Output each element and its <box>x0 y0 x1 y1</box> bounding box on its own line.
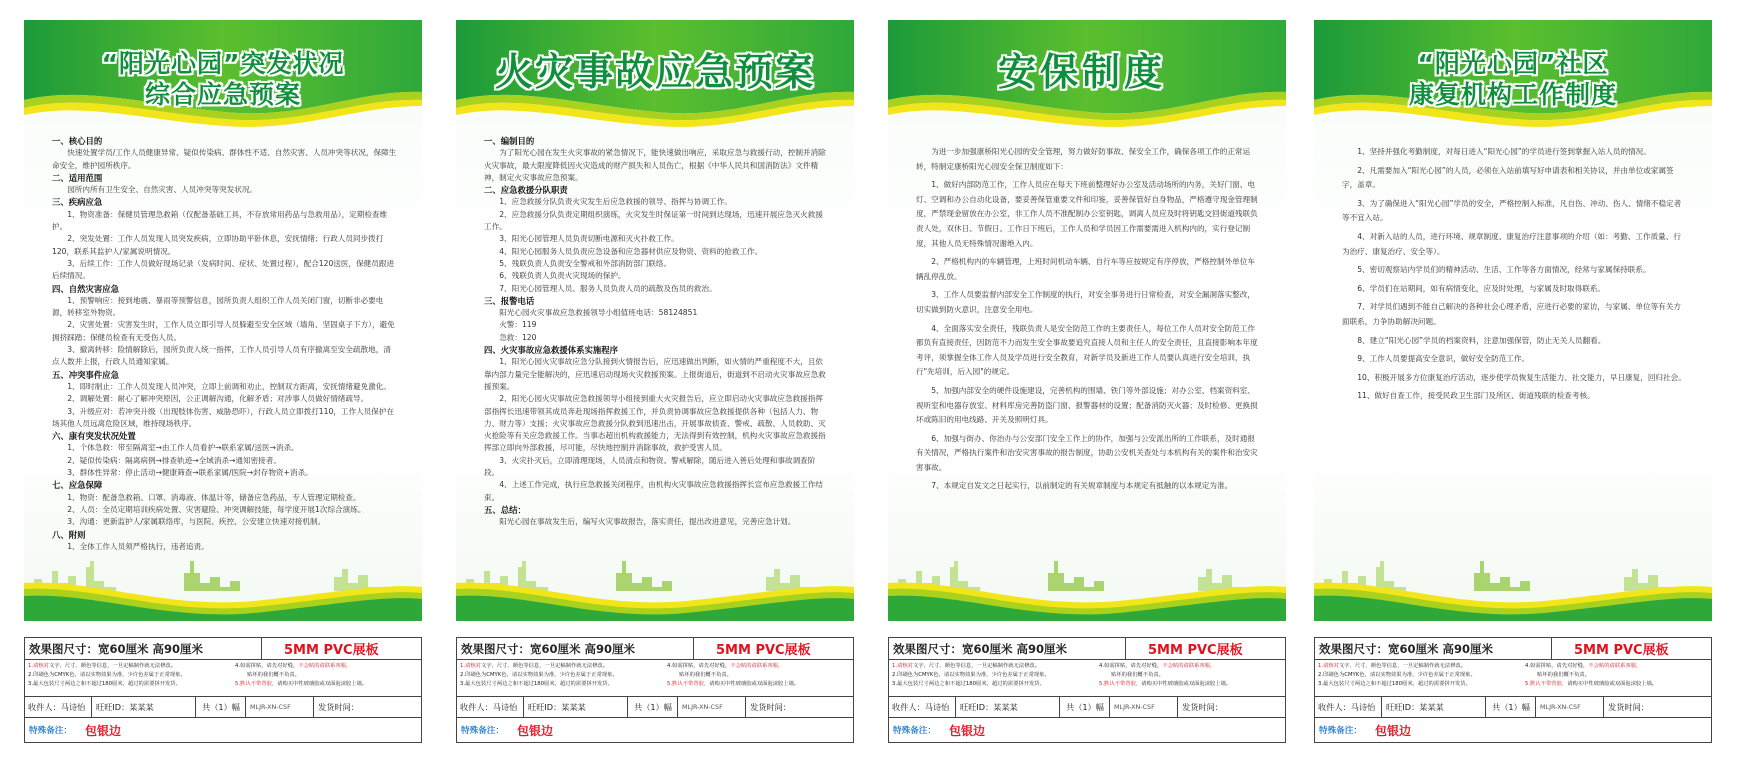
note-line <box>235 662 419 671</box>
notes-left <box>460 662 662 689</box>
note-line <box>28 662 230 671</box>
paragraph: 快速处置学员/工作人员健康异常、疑似传染病、群体性不适、自然灾害、人员冲突等状况，保障生命安全，维护园所秩序。 <box>52 148 397 170</box>
note-line <box>892 662 1094 671</box>
info-row <box>25 697 421 718</box>
poster-1 <box>24 20 422 621</box>
note-text: 4.如需拼贴，请先对好缝， <box>667 663 731 669</box>
note-text: 贴坏的我们概不负责。 <box>679 672 732 678</box>
section-heading: 七、应急保障 <box>52 480 103 491</box>
recipient-label: 收件人：马诗怡 <box>892 701 950 712</box>
note-highlight: 5.默认不带背胶， <box>1099 681 1142 687</box>
note-highlight: 1.请核对 <box>460 663 481 669</box>
note-line <box>28 680 230 689</box>
paragraph: 6、加强与街办、你治办与公安部门安全工作上的协作，加强与公安派出所的工作联系，及时通报有关情况，严格执行案件和治安灾害事故的报告制度，协助公安机关查处与本机构有关的案件和治安灾害事故。 <box>916 433 1258 472</box>
remark-value: 包银边 <box>85 723 122 738</box>
paragraph: 7、本规定自发文之日起实行，以前制定的有关规章制度与本规定有抵触的以本规定为准。 <box>931 481 1233 491</box>
notes-row <box>889 660 1285 697</box>
count-label: 共（1）幅 <box>195 697 244 717</box>
note-line <box>1099 680 1283 689</box>
notes-right <box>1099 662 1283 689</box>
note-text: 请购买中性玻璃胶或双面泡沫胶上墙。 <box>1141 681 1232 687</box>
notes-row <box>25 660 421 697</box>
remark-label: 特殊备注： <box>461 726 504 736</box>
title-line: “阳光心园”突发状况 <box>101 49 345 78</box>
footer-skyline-wave <box>24 521 422 621</box>
remark-label: 特殊备注： <box>1319 726 1362 736</box>
paragraph: 2、突发处置：工作人员发现人员突发疾病，立即协助平卧休息，安抚情绪；行政人员同步拨打120，联系其监护人/家属说明情况。 <box>52 234 384 256</box>
order-form-2 <box>456 637 854 743</box>
note-text: 2.印刷色为CMYK色，请以实物效果为准，少许色差属于正常现象。 <box>1318 672 1476 678</box>
paragraph: 4、上述工作完成，执行应急救援关闭程序，由机构火灾事故应急救援指挥长宣布应急救援工作结束。 <box>484 480 823 502</box>
note-text: 文字、尺寸、颜色等信息，一旦定稿制作就无法修改。 <box>1338 663 1467 669</box>
paragraph: 4、对新入站的人员，进行环境、规章制度、康复治疗注意事项的介绍（如：考勤、工作质量、行为治疗、康复治疗、安全等）。 <box>1342 231 1681 256</box>
poster-body <box>916 145 1262 498</box>
count-label: 共（1）幅 <box>1059 697 1108 717</box>
paragraph: 2、调解处置：耐心了解冲突原因，公正调解沟通，化解矛盾；对涉事人员做好情绪疏导。 <box>67 394 369 404</box>
size-row <box>889 638 1285 660</box>
note-line <box>1318 662 1520 671</box>
note-line <box>892 680 1094 689</box>
ship-time-label: 发货时间： <box>1177 697 1285 717</box>
note-line <box>1525 680 1709 689</box>
note-line <box>1525 671 1709 680</box>
remark-row <box>25 718 421 742</box>
remark-row <box>457 718 853 742</box>
title-line: “阳光心园”社区 <box>1417 49 1609 78</box>
size-row <box>25 638 421 660</box>
title-line: 综合应急预案 <box>144 80 301 109</box>
paragraph: 2、应急救援分队负责定期组织演练，火灾发生时保证第一时间到达现场，迅速开展应急灭火救援工作。 <box>484 209 823 232</box>
paragraph: 3、火灾扑灭后，立即清理现场，人员清点和物资、警戒解除，随后进入善后处理和事故调查阶段。 <box>484 455 816 478</box>
paragraph: 8、建立“阳光心园”学员的档案资料，注意加强保管，防止无关人员翻看。 <box>1357 335 1606 345</box>
paragraph: 11、做好自查工作，接受民政卫生部门及所区、街道残联的检查考核。 <box>1357 391 1595 401</box>
recipient-label: 收件人：马诗怡 <box>28 701 86 712</box>
note-text: 贴坏的我们概不负责。 <box>1111 672 1164 678</box>
paragraph: 2、严格机构内的车辆管理，上班时间机动车辆、自行车等应按规定有序停放，严格控制外单位车辆乱停乱放。 <box>916 257 1255 281</box>
poster-4 <box>1314 20 1712 621</box>
section-heading: 一、编制目的 <box>484 136 535 146</box>
note-line <box>235 671 419 680</box>
order-form <box>24 637 422 743</box>
title-line: 康复机构工作制度 <box>1408 80 1617 109</box>
paragraph: 2、灾害处置：灾害发生时，工作人员立即引导人员躲避至安全区域（墙角、坚固桌子下方），避免拥挤踩踏；保健员检查有无受伤人员。 <box>52 320 395 342</box>
section-heading: 六、康有突发状况处置 <box>52 431 136 442</box>
count-label: 共（1）幅 <box>627 697 676 717</box>
ship-time-label: 发货时间： <box>745 697 853 717</box>
note-text: 2.印刷色为CMYK色，请以实物效果为准，少许色差属于正常现象。 <box>28 672 186 678</box>
order-form-3 <box>888 637 1286 743</box>
title-line: 火灾事故应急预案 <box>494 50 815 94</box>
paragraph: 1、物资准备：保健员管理急救箱（仅配备基础工具，不存放常用药品与急救用品），定期检查维护。 <box>52 209 388 232</box>
order-form <box>456 637 854 743</box>
note-line <box>1318 671 1520 680</box>
paragraph: 2、人员：全员定期培训疾病处置、灾害避险、冲突调解技能，每学度开展1次综合演练。 <box>67 504 366 514</box>
note-highlight: 不会贴的请联系客服， <box>298 663 352 669</box>
note-highlight: 不会贴的请联系客服， <box>1162 663 1216 669</box>
paragraph: 阳光心园火灾事故应急救援领导小组值班电话：58124851 <box>499 308 698 318</box>
paragraph: 急救：120 <box>499 332 537 342</box>
footer-skyline-wave <box>1314 521 1712 621</box>
order-form <box>888 637 1286 743</box>
wangwang-id-label: 旺旺ID：某某某 <box>523 697 628 717</box>
note-text: 3.最大包装尺寸两边之和不超过180厘米，超过的需要拼开发货。 <box>460 681 613 687</box>
remark-label: 特殊备注： <box>29 726 72 736</box>
notes-right <box>1525 662 1709 689</box>
ship-time-label: 发货时间： <box>313 697 421 717</box>
note-text: 请购买中性玻璃胶或双面泡沫胶上墙。 <box>277 681 368 687</box>
note-text: 贴坏的我们概不负责。 <box>1537 672 1590 678</box>
section-heading: 八、附则 <box>52 529 86 540</box>
paragraph: 2、疑似传染病：隔离病例→排查轨迹→全域消杀→通知密接者。 <box>67 455 281 465</box>
note-text: 文字、尺寸、颜色等信息，一旦定稿制作就无法修改。 <box>48 663 177 669</box>
remark-label: 特殊备注： <box>893 726 936 736</box>
material-label: 5MM PVC展板 <box>1125 638 1285 659</box>
paragraph: 3、后续工作：工作人员做好现场记录（发病时间、症状、处置过程），配合120送医，保健员跟进后续情况。 <box>52 258 395 281</box>
section-heading: 四、自然灾害应急 <box>52 283 119 294</box>
note-line <box>667 662 851 671</box>
order-form <box>1314 637 1712 743</box>
note-text: 请购买中性玻璃胶或双面泡沫胶上墙。 <box>709 681 800 687</box>
size-row <box>457 638 853 660</box>
note-line <box>667 671 851 680</box>
ship-time-label: 发货时间： <box>1603 697 1711 717</box>
note-line <box>1099 662 1283 671</box>
section-heading: 三、疾病应急 <box>52 197 103 208</box>
poster-title <box>888 50 1286 94</box>
form-holder <box>24 637 422 743</box>
note-highlight: 1.请核对 <box>1318 663 1339 669</box>
footer-skyline-wave <box>888 521 1286 621</box>
size-label: 效果图尺寸：宽60厘米 高90厘米 <box>461 641 636 656</box>
size-label: 效果图尺寸：宽60厘米 高90厘米 <box>29 641 204 656</box>
section-heading: 三、报警电话 <box>484 295 535 306</box>
paragraph: 5、密切观察站内学员们的精神活动、生活、工作等各方面情况，经常与家属保持联系。 <box>1357 265 1651 275</box>
note-text: 3.最大包装尺寸两边之和不超过180厘米，超过的需要拼开发货。 <box>892 681 1045 687</box>
size-label: 效果图尺寸：宽60厘米 高90厘米 <box>893 641 1068 656</box>
note-line <box>28 671 230 680</box>
paragraph: 3、工作人员要监督内部安全工作制度的执行，对安全事务进行日常检查，对安全漏洞落实整改，切实做到防火意识，注意安全用电。 <box>916 290 1255 314</box>
material-label: 5MM PVC展板 <box>693 638 853 659</box>
note-text: 2.印刷色为CMYK色，请以实物效果为准，少许色差属于正常现象。 <box>892 672 1050 678</box>
note-text: 文字、尺寸、颜色等信息，一旦定稿制作就无法修改。 <box>480 663 609 669</box>
note-text: 2.印刷色为CMYK色，请以实物效果为准，少许色差属于正常现象。 <box>460 672 618 678</box>
note-text: 3.最大包装尺寸两边之和不超过180厘米，超过的需要拼开发货。 <box>28 681 181 687</box>
note-text: 文字、尺寸、颜色等信息，一旦定稿制作就无法修改。 <box>912 663 1041 669</box>
info-row <box>457 697 853 718</box>
poster-3 <box>888 20 1286 621</box>
poster-body <box>52 135 398 553</box>
paragraph: 1、个体急救：带至隔离室→由工作人员看护→联系家属/送医→消杀。 <box>67 443 299 453</box>
order-form-4 <box>1314 637 1712 743</box>
note-highlight: 1.请核对 <box>28 663 49 669</box>
product-code: MLJR-XN-CSF <box>1109 697 1174 717</box>
note-line <box>1099 671 1283 680</box>
paragraph: 7、对学员们遇到不能自己解决的各种社会心理矛盾，应进行必要的家访，与家属、单位等有关方面联系，力争协助解决问题。 <box>1342 302 1681 326</box>
poster-panel <box>24 20 422 621</box>
notes-left <box>892 662 1094 689</box>
order-form-1 <box>24 637 422 743</box>
note-highlight: 1.请核对 <box>892 663 913 669</box>
paragraph: 4、阳光心园服务人员负责应急设备和应急器材供应及物资、资料的抢救工作。 <box>499 246 763 256</box>
paragraph: 3、撤离转移：险情解除后，园所负责人统一指挥，工作人员引导人员有序撤离至安全疏散地，清点人数并上报，行政人员通知家属。 <box>52 345 391 367</box>
poster-panel <box>1314 20 1712 621</box>
product-code: MLJR-XN-CSF <box>245 697 310 717</box>
note-line <box>1318 680 1520 689</box>
note-line <box>460 662 662 671</box>
form-holder <box>456 637 854 743</box>
paragraph: 2、阳光心园火灾事故应急救援领导小组接到重大火灾报告后，应立即启动火灾事故应急救援指挥部指挥长迅速带领其成员奔赴现场指挥救援工作，并负责协调事故应急救援提供各种（包括人力、物力、财力等）支援；火灾事故应急救援分队救到迅速出击，开展事故侦查、警戒、疏散、人员救助、灭火抢险等有关应急救援工作。当事态超出机构救援能力，无法得到有效控制，机构火灾事故应急救援指挥部立即向外部救援，尽可能，尽快地控制并消除事故，救护受害人员。 <box>484 394 826 453</box>
poster-2 <box>456 20 854 621</box>
paragraph: 6、学员们在站期间，如有病情变化，应及时处理，与家属及时取得联系。 <box>1357 283 1606 293</box>
paragraph: 1、预警响应：接到地震、暴雨等预警信息，园所负责人组织工作人员关闭门窗，切断非必要电源，转移室外物资。 <box>52 295 384 318</box>
note-highlight: 5.默认不带背胶， <box>235 681 278 687</box>
info-row <box>1315 697 1711 718</box>
note-text: 4.如需拼贴，请先对好缝， <box>1099 663 1163 669</box>
paragraph: 为进一步加强康桥阳光心园的安全管理，努力做好防事故、保安全工作，确保各项工作的正常运转，特制定康桥阳光心园安全保卫制度如下： <box>916 147 1251 171</box>
material-label: 5MM PVC展板 <box>1551 638 1711 659</box>
section-heading: 五、冲突事件应急 <box>52 369 119 380</box>
paragraph: 5、加强内部安全的硬件设施建设，完善机构的围墙、铁门等外部设施；对办公室、档案资料室、视听室和电器存放室、材料库房完善防盗门窗、报警器材的设置；配备消防灭火器；及时检修、更换损坏或陈旧的用电线路、开关及照明灯具。 <box>916 385 1258 425</box>
poster-body <box>1342 145 1688 408</box>
remark-value: 包银边 <box>1375 723 1412 738</box>
notes-left <box>28 662 230 689</box>
paragraph: 为了阳光心园在发生火灾事故的紧急情况下，能快速做出响应，采取应急与救援行动，控制并消除火灾事故，最大限度降低因火灾造成的财产损失和人员伤亡，根据《中华人民共和国消防法》文件精神，制定火灾事故应急预案。 <box>484 148 826 182</box>
title-line: 安保制度 <box>997 50 1166 94</box>
section-heading: 五、总结： <box>484 504 526 515</box>
note-text: 贴坏的我们概不负责。 <box>247 672 300 678</box>
note-line <box>460 671 662 680</box>
note-line <box>460 680 662 689</box>
poster-body <box>484 135 830 529</box>
size-row <box>1315 638 1711 660</box>
paragraph: 1、做好内部防范工作，工作人员应在每天下班前整理好办公室及活动场所的内务，关好门窗、电灯、空调和办公自动化设备，要妥善保管重要文件和印鉴，妥善保管好自身物品，严格遵守现金管理制度，严禁现金留放在办公室，非工作人员不准配制办公室钥匙，调离人员应及时将钥匙交回街道残联负责人处，双休日、节假日、工作日下班后，工作人员和学员因工作需要需进入机构内的，实行登记制度，其他人员无特殊情况谢绝入内。 <box>916 180 1258 248</box>
remark-value: 包银边 <box>517 723 554 738</box>
notes-left <box>1318 662 1520 689</box>
poster-title <box>24 48 422 110</box>
paragraph: 2、凡需要加入“阳光心园”的人员，必须在入站前填写好申请表和相关协议，并由单位或家属签字，盖章。 <box>1342 165 1674 190</box>
section-heading: 一、核心目的 <box>52 136 103 146</box>
remark-value: 包银边 <box>949 723 986 738</box>
notes-row <box>1315 660 1711 697</box>
paragraph: 火警：119 <box>499 320 537 330</box>
count-label: 共（1）幅 <box>1485 697 1534 717</box>
note-text: 4.如需拼贴，请先对好缝， <box>1525 663 1589 669</box>
paragraph: 3、群体性异常：停止活动→健康筛查→联系家属/医院→封存物资+消杀。 <box>67 468 313 478</box>
form-holder <box>888 637 1286 743</box>
poster-panel <box>456 20 854 621</box>
note-line <box>667 680 851 689</box>
note-text: 请购买中性玻璃胶或双面泡沫胶上墙。 <box>1567 681 1658 687</box>
paragraph: 4、全面落实安全责任，残联负责人是安全防范工作的主要责任人，每位工作人员对安全防范工作都负有直接责任，因防范不力而发生安全事故要追究直接人员和主任人的安全责任，且直接影响本年度考评，须掌握全体工作人员及学员进行安全教育，对新学员及新进工作人员要认真进行安全培训，执行"先培训，后入园"的规定。 <box>916 323 1258 377</box>
paragraph: 7、阳光心园管理人员、服务人员负责人员的疏散及伤员的救治。 <box>499 283 717 293</box>
info-row <box>889 697 1285 718</box>
material-label: 5MM PVC展板 <box>261 638 421 659</box>
size-label: 效果图尺寸：宽60厘米 高90厘米 <box>1319 641 1494 656</box>
paragraph: 3、阳光心园管理人员负责切断电源和灭火扑救工作。 <box>499 234 679 244</box>
note-line <box>235 680 419 689</box>
paragraph: 3、升级应对：若冲突升级（出现肢体伤害、威胁恐吓），行政人员立即拨打110，工作人员保护在场其他人员远离危险区域，维持现场秩序。 <box>52 406 395 428</box>
poster-title <box>1314 48 1712 110</box>
paragraph: 1、坚持并强化考勤制度，对每日进入“阳光心园”的学员进行签到掌握入站人员的情况。 <box>1357 147 1651 156</box>
recipient-label: 收件人：马诗怡 <box>1318 701 1376 712</box>
notes-right <box>667 662 851 689</box>
paragraph: 10、积极开展多方位康复治疗活动，逐步使学员恢复生活能力、社交能力，早日康复，回归社会。 <box>1357 372 1686 382</box>
paragraph: 园所内所有卫生安全、自然灾害、人员冲突等突发状况。 <box>67 185 258 195</box>
notes-row <box>457 660 853 697</box>
note-text: 4.如需拼贴，请先对好缝， <box>235 663 299 669</box>
paragraph: 1、即时制止：工作人员发现人员冲突，立即上前调和劝止，控制双方距离，安抚情绪避免激化。 <box>67 381 391 391</box>
paragraph: 1、应急救援分队负责火灾发生后应急救援的领导、指挥与协调工作。 <box>499 197 732 207</box>
remark-row <box>889 718 1285 742</box>
paragraph: 3、沟通：更新监护人/家属联络库，与医院、疾控、公安建立快速对接机制。 <box>67 517 326 527</box>
paragraph: 9、工作人员要提高安全意识，做好安全防范工作。 <box>1357 354 1530 364</box>
recipient-label: 收件人：马诗怡 <box>460 701 518 712</box>
wangwang-id-label: 旺旺ID：某某某 <box>955 697 1060 717</box>
notes-right <box>235 662 419 689</box>
section-heading: 四、火灾事故应急救援体系实施程序 <box>484 345 618 356</box>
poster-title <box>456 50 854 94</box>
paragraph: 5、残联负责人负责安全警戒和外部消防部门联络。 <box>499 258 672 268</box>
wangwang-id-label: 旺旺ID：某某某 <box>91 697 196 717</box>
note-line <box>1525 662 1709 671</box>
paragraph: 1、物资：配备急救箱、口罩、消毒液、体温计等，储备应急药品，专人管理定期检查。 <box>67 492 361 502</box>
product-code: MLJR-XN-CSF <box>1535 697 1600 717</box>
form-holder <box>1314 637 1712 743</box>
wangwang-id-label: 旺旺ID：某某某 <box>1381 697 1486 717</box>
note-highlight: 不会贴的请联系客服， <box>1588 663 1642 669</box>
product-code: MLJR-XN-CSF <box>677 697 742 717</box>
section-heading: 二、适用范围 <box>52 172 103 183</box>
paragraph: 1、阳光心园火灾事故应急分队接到火情报告后，应迅速做出判断，如火情的严重程度不大，且依靠内部力量完全能解决的，应迅速启动现场火灾救援预案。上报街道后，街道到不启动火灾事故应急救援预案。 <box>484 357 826 391</box>
note-text: 3.最大包装尺寸两边之和不超过180厘米，超过的需要拼开发货。 <box>1318 681 1471 687</box>
paragraph: 3、为了确保进入“阳光心园”学员的安全，严格控制入标准，凡自伤、冲动、伤人、情绪不稳定者等不宜入站。 <box>1342 198 1682 223</box>
poster-panel <box>888 20 1286 621</box>
paragraph: 阳光心园在事故发生后，编写火灾事故报告，落实责任，提出改进意见，完善应急计划。 <box>499 517 796 527</box>
note-highlight: 5.默认不带背胶， <box>1525 681 1568 687</box>
note-highlight: 不会贴的请联系客服， <box>730 663 784 669</box>
section-heading: 二、应急救援分队职责 <box>484 185 568 196</box>
note-highlight: 5.默认不带背胶， <box>667 681 710 687</box>
paragraph: 1、全体工作人员须严格执行，违者追责。 <box>67 541 209 551</box>
remark-row <box>1315 718 1711 742</box>
paragraph: 6、残联负责人负责火灾现场的保护。 <box>499 271 626 281</box>
footer-skyline-wave <box>456 521 854 621</box>
note-line <box>892 671 1094 680</box>
